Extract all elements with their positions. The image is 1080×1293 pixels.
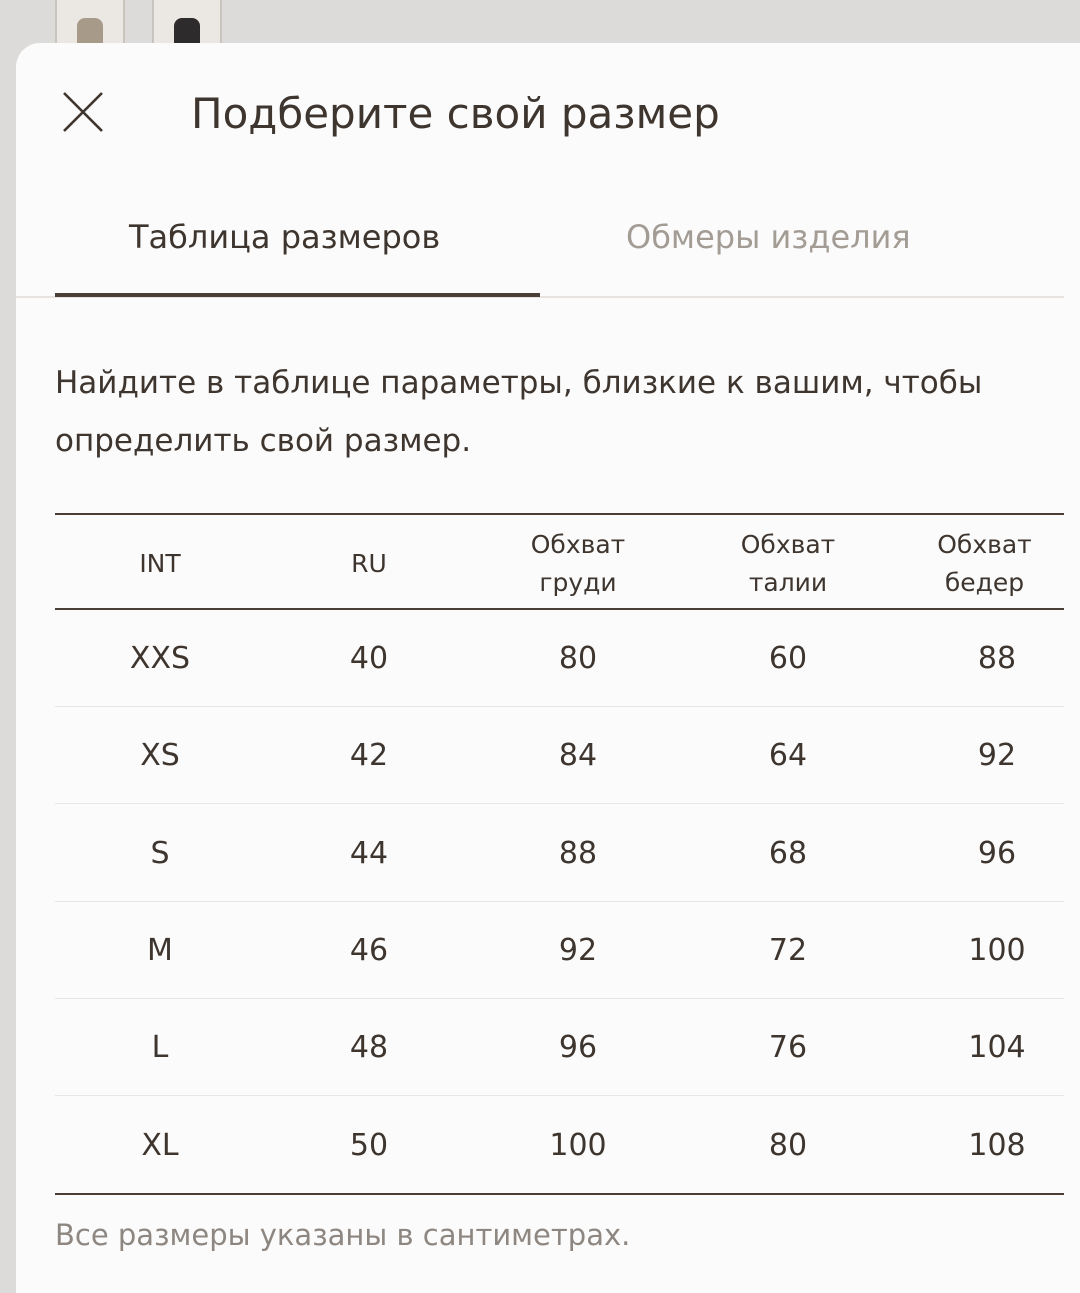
table-row <box>55 707 1064 804</box>
cell-ru: 42 <box>349 738 389 774</box>
cell-hips: 108 <box>968 1127 1026 1163</box>
cell-waist: 76 <box>768 1030 808 1066</box>
header-ru: RU <box>351 549 387 578</box>
cell-ru: 48 <box>349 1030 389 1066</box>
page-title: Подберите свой размер <box>191 89 720 138</box>
cell-chest: 80 <box>558 641 598 676</box>
table-top-border <box>55 513 1064 515</box>
tab-size-chart[interactable]: Таблица размеров <box>129 218 441 256</box>
cell-chest: 84 <box>558 738 598 774</box>
cell-int: L <box>151 1030 169 1066</box>
header-int: INT <box>139 549 181 578</box>
table-row <box>55 999 1064 1096</box>
cell-waist: 80 <box>768 1127 808 1163</box>
active-tab-indicator <box>55 293 540 297</box>
table-bottom-border <box>55 1193 1064 1195</box>
cell-chest: 96 <box>558 1030 598 1066</box>
cell-hips: 104 <box>968 1030 1026 1066</box>
table-row <box>55 805 1064 902</box>
cell-waist: 68 <box>768 835 808 871</box>
cell-waist: 60 <box>768 641 808 676</box>
cell-ru: 46 <box>349 932 389 968</box>
close-button[interactable] <box>60 89 106 135</box>
units-footnote: Все размеры указаны в сантиметрах. <box>55 1218 631 1252</box>
cell-chest: 88 <box>558 835 598 871</box>
size-guide-description: Найдите в таблице параметры, близкие к вашим, чтобы определить свой размер. <box>55 365 983 459</box>
cell-chest: 92 <box>558 932 598 968</box>
cell-hips: 88 <box>977 641 1017 676</box>
tab-garment-measurements[interactable]: Обмеры изделия <box>626 218 911 256</box>
table-row <box>55 902 1064 999</box>
cell-ru: 50 <box>349 1127 389 1163</box>
header-waist: Обхват талии <box>740 530 836 597</box>
cell-int: XL <box>141 1127 179 1163</box>
cell-chest: 100 <box>549 1127 607 1163</box>
cell-ru: 40 <box>349 641 389 676</box>
header-hips: Обхват бедер <box>937 530 1032 597</box>
cell-waist: 72 <box>768 932 808 968</box>
cell-int: M <box>147 932 173 968</box>
cell-int: XXS <box>129 641 191 676</box>
size-guide-sheet <box>16 43 1080 1293</box>
close-icon <box>60 89 106 135</box>
cell-int: XS <box>140 738 180 774</box>
cell-waist: 64 <box>768 738 808 774</box>
table-row <box>55 610 1064 707</box>
header-chest: Обхват груди <box>530 530 626 597</box>
cell-ru: 44 <box>349 835 389 871</box>
cell-hips: 92 <box>977 738 1017 774</box>
cell-hips: 100 <box>968 932 1026 968</box>
cell-int: S <box>150 835 170 871</box>
cell-hips: 96 <box>977 835 1017 871</box>
table-row <box>55 1097 1064 1194</box>
